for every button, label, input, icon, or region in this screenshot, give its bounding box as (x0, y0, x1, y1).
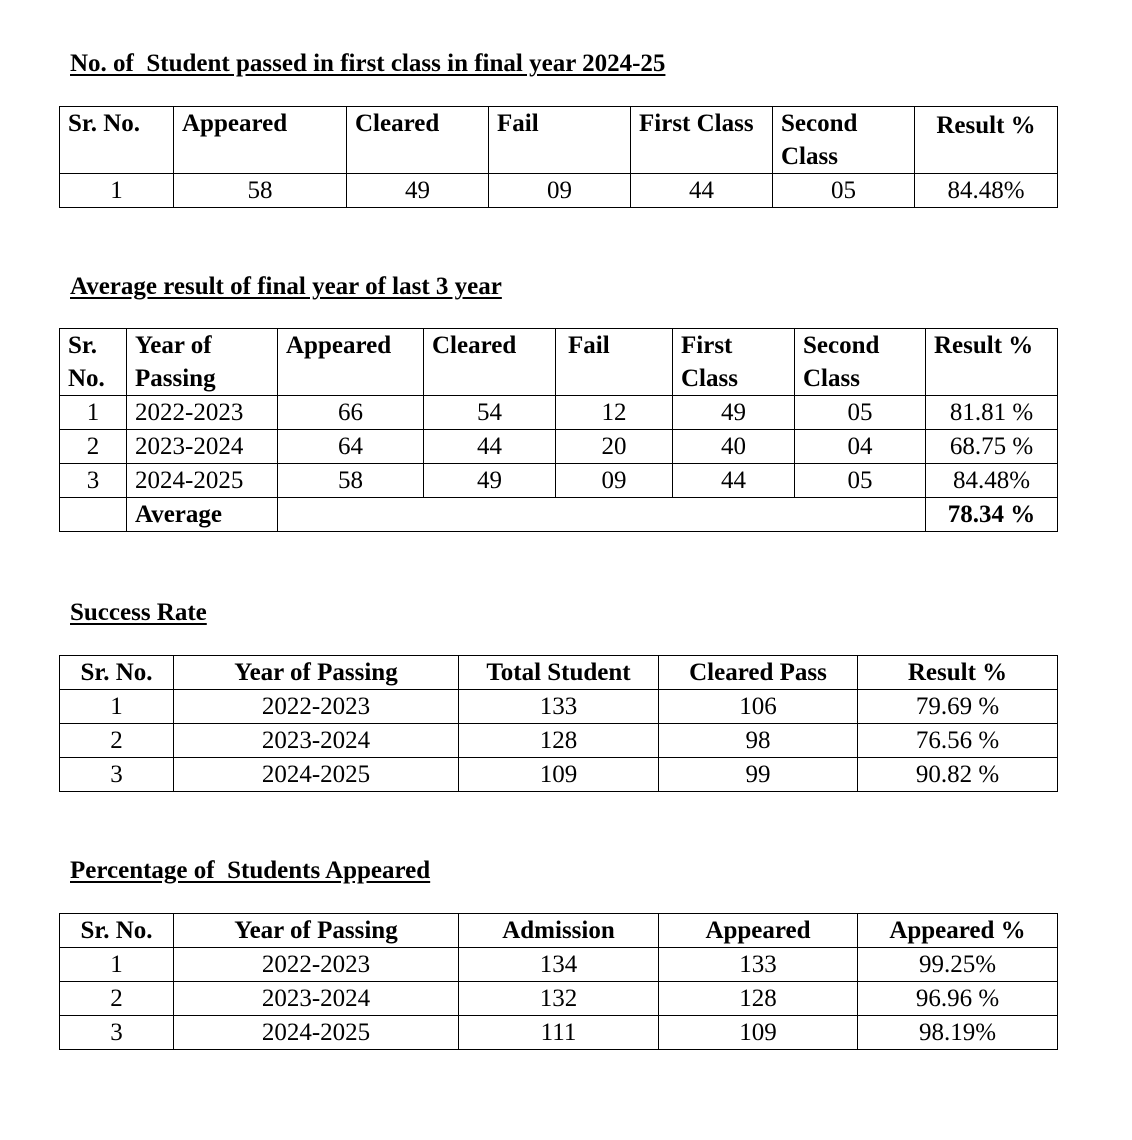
table-row (60, 396, 1058, 430)
cell-cleared-pass: 98 (659, 724, 858, 758)
col-first-class: First Class (631, 107, 773, 174)
cell-total-student: 133 (459, 690, 659, 724)
cell-appeared: 109 (659, 1016, 858, 1050)
cell-year: 2023-2024 (174, 982, 459, 1016)
cell-total-student: 109 (459, 758, 659, 792)
cell-sr-no: 3 (60, 1016, 174, 1050)
table-row (60, 948, 1058, 982)
cell-second-class: 04 (795, 430, 926, 464)
cell-sr-no: 1 (60, 396, 127, 430)
cell-appeared: 133 (659, 948, 858, 982)
col-appeared: Appeared (174, 107, 347, 174)
cell-appeared-pct: 99.25% (858, 948, 1058, 982)
col-sr-no: Sr. No. (60, 107, 174, 174)
col-fail: Fail (556, 329, 673, 396)
cell-first-class: 40 (673, 430, 795, 464)
col-result-pct: Result % (858, 656, 1058, 690)
cell-first-class: 44 (673, 464, 795, 498)
col-admission: Admission (459, 914, 659, 948)
cell-appeared: 58 (278, 464, 424, 498)
col-sr-no: Sr. No. (60, 656, 174, 690)
cell-cleared-pass: 106 (659, 690, 858, 724)
col-result-pct: Result % (915, 107, 1058, 174)
table-header-row (60, 656, 1058, 690)
average-result-table (59, 328, 1058, 532)
col-first-class: First Class (673, 329, 795, 396)
cell-result-pct: 79.69 % (858, 690, 1058, 724)
col-second-class: Second Class (773, 107, 915, 174)
cell-cleared: 49 (347, 174, 489, 208)
cell-cleared: 44 (424, 430, 556, 464)
cell-year: 2023-2024 (127, 430, 278, 464)
first-class-heading: No. of Student passed in first class in final year 2024-25 (70, 50, 666, 77)
cell-sr-no: 2 (60, 982, 174, 1016)
cell-appeared: 64 (278, 430, 424, 464)
col-appeared: Appeared (278, 329, 424, 396)
col-result-pct: Result % (926, 329, 1058, 396)
average-label: Average (127, 498, 278, 532)
cell-result-pct: 68.75 % (926, 430, 1058, 464)
first-class-table (59, 106, 1058, 208)
cell-sr-no: 1 (60, 174, 174, 208)
table-header-row (60, 107, 1058, 174)
cell-fail: 09 (556, 464, 673, 498)
cell-year: 2023-2024 (174, 724, 459, 758)
col-appeared: Appeared (659, 914, 858, 948)
cell-result-pct: 84.48% (926, 464, 1058, 498)
table-row (60, 982, 1058, 1016)
cell-second-class: 05 (795, 396, 926, 430)
cell-fail: 12 (556, 396, 673, 430)
col-total-student: Total Student (459, 656, 659, 690)
cell-sr-no: 2 (60, 724, 174, 758)
cell-first-class: 49 (673, 396, 795, 430)
cell-sr-no: 1 (60, 690, 174, 724)
cell-appeared-pct: 96.96 % (858, 982, 1058, 1016)
cell-total-student: 128 (459, 724, 659, 758)
table-row (60, 430, 1058, 464)
students-appeared-table (59, 913, 1058, 1050)
col-cleared: Cleared (424, 329, 556, 396)
cell-second-class: 05 (795, 464, 926, 498)
cell-sr-no: 3 (60, 464, 127, 498)
cell-year: 2022-2023 (127, 396, 278, 430)
table-header-row (60, 329, 1058, 396)
col-fail: Fail (489, 107, 631, 174)
cell-year: 2024-2025 (174, 1016, 459, 1050)
cell-year: 2024-2025 (127, 464, 278, 498)
cell-empty (60, 498, 127, 532)
col-year-of-passing: Year of Passing (174, 656, 459, 690)
col-appeared-pct: Appeared % (858, 914, 1058, 948)
students-appeared-heading: Percentage of Students Appeared (70, 857, 431, 884)
table-header-row (60, 914, 1058, 948)
success-rate-heading: Success Rate (70, 599, 207, 626)
cell-appeared: 66 (278, 396, 424, 430)
cell-cleared: 49 (424, 464, 556, 498)
cell-result-pct: 84.48% (915, 174, 1058, 208)
table-row (60, 464, 1058, 498)
table-row (60, 174, 1058, 208)
col-year-of-passing: Year of Passing (127, 329, 278, 396)
table-row (60, 690, 1058, 724)
cell-year: 2024-2025 (174, 758, 459, 792)
cell-appeared: 128 (659, 982, 858, 1016)
col-sr-no: Sr. No. (60, 914, 174, 948)
cell-second-class: 05 (773, 174, 915, 208)
cell-admission: 111 (459, 1016, 659, 1050)
table-row (60, 724, 1058, 758)
cell-result-pct: 90.82 % (858, 758, 1058, 792)
cell-first-class: 44 (631, 174, 773, 208)
col-year-of-passing: Year of Passing (174, 914, 459, 948)
cell-fail: 09 (489, 174, 631, 208)
col-second-class: Second Class (795, 329, 926, 396)
cell-admission: 132 (459, 982, 659, 1016)
cell-sr-no: 1 (60, 948, 174, 982)
cell-sr-no: 3 (60, 758, 174, 792)
success-rate-table (59, 655, 1058, 792)
cell-result-pct: 76.56 % (858, 724, 1058, 758)
cell-result-pct: 81.81 % (926, 396, 1058, 430)
col-sr-no: Sr. No. (60, 329, 127, 396)
average-result-heading: Average result of final year of last 3 year (70, 273, 502, 300)
table-row (60, 758, 1058, 792)
cell-year: 2022-2023 (174, 948, 459, 982)
cell-admission: 134 (459, 948, 659, 982)
col-cleared: Cleared (347, 107, 489, 174)
cell-appeared-pct: 98.19% (858, 1016, 1058, 1050)
cell-year: 2022-2023 (174, 690, 459, 724)
average-row (60, 498, 1058, 532)
cell-fail: 20 (556, 430, 673, 464)
cell-empty-span (278, 498, 926, 532)
cell-appeared: 58 (174, 174, 347, 208)
cell-cleared: 54 (424, 396, 556, 430)
cell-cleared-pass: 99 (659, 758, 858, 792)
col-cleared-pass: Cleared Pass (659, 656, 858, 690)
average-value: 78.34 % (926, 498, 1058, 532)
table-row (60, 1016, 1058, 1050)
cell-sr-no: 2 (60, 430, 127, 464)
